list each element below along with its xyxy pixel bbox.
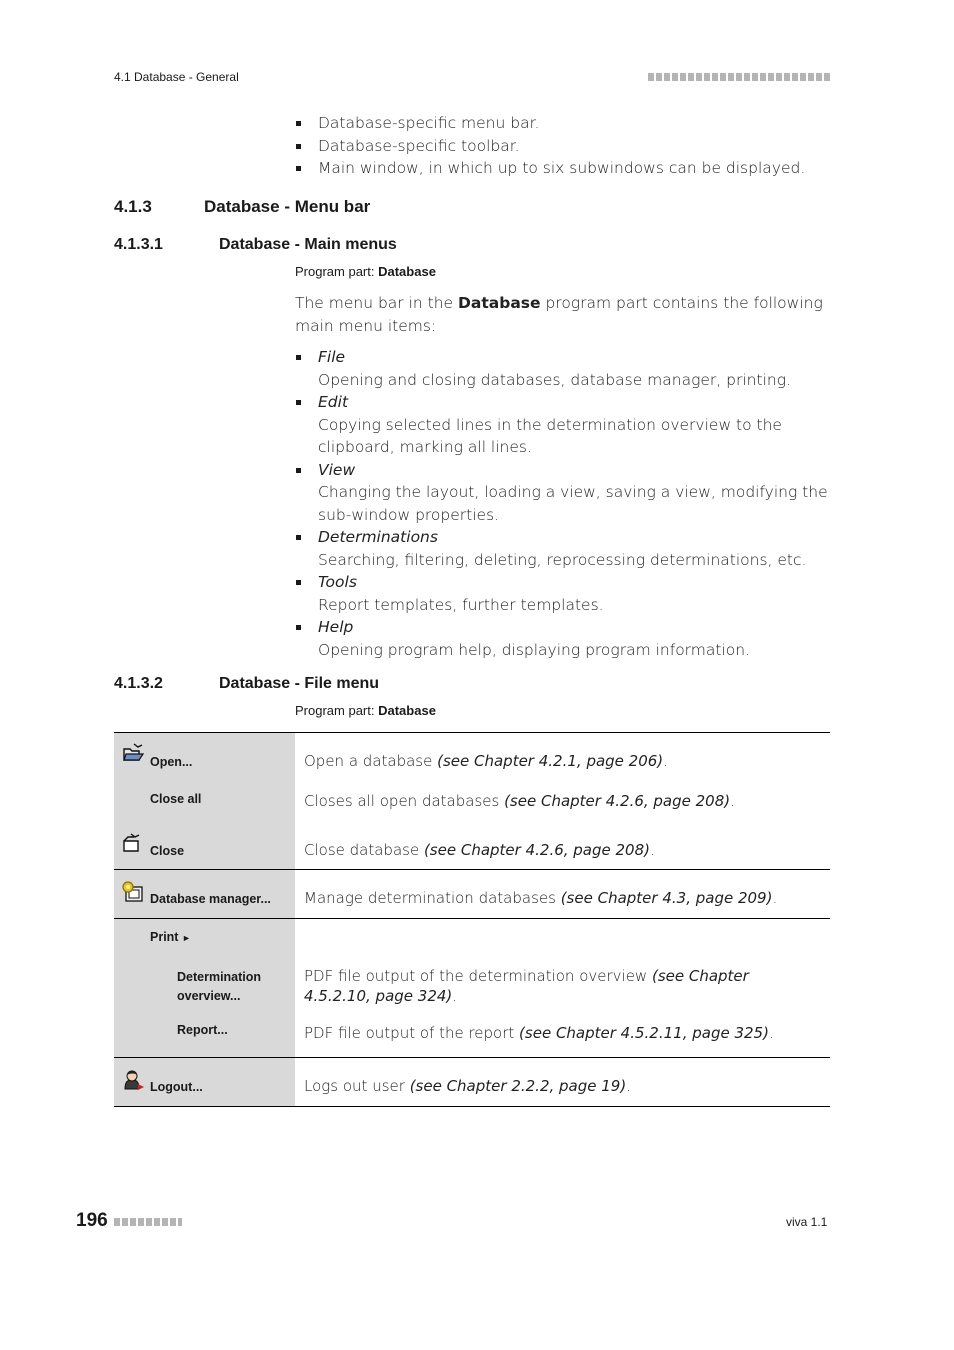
menu-item-tools xyxy=(295,571,830,616)
product-version: viva 1.1 xyxy=(786,1215,828,1229)
close-all-command[interactable]: Close all xyxy=(150,792,202,806)
main-menu-list xyxy=(295,346,830,661)
table-row xyxy=(114,782,830,822)
item-name: Tools xyxy=(318,573,357,591)
item-description: Copying selected lines in the determination overview to the clipboard, marking all lines. xyxy=(318,415,782,456)
print-label: Print xyxy=(150,930,179,944)
header-decoration xyxy=(648,73,830,81)
punctuation: . xyxy=(663,752,668,770)
program-part-value: Database xyxy=(378,264,436,279)
report-command[interactable]: Report... xyxy=(177,1023,228,1037)
item-name: Edit xyxy=(318,393,349,411)
database-manager-icon xyxy=(122,881,144,903)
description-cell xyxy=(295,1017,830,1058)
description-cell xyxy=(295,733,830,783)
chapter-reference: (see Chapter 4.3, page 209) xyxy=(560,889,773,907)
description-cell xyxy=(295,957,830,1017)
command-cell xyxy=(114,957,295,1017)
command-cell xyxy=(114,919,295,958)
description-text: Manage determination databases xyxy=(304,889,561,907)
section-title: Database - Main menus xyxy=(219,236,397,253)
description-cell xyxy=(295,1058,830,1107)
table-row xyxy=(114,1017,830,1058)
description-text: Open a database xyxy=(304,752,438,770)
intro-paragraph xyxy=(295,292,835,337)
program-part-line xyxy=(295,703,436,718)
program-part-value: Database xyxy=(378,703,436,718)
command-cell xyxy=(114,822,295,870)
table-row xyxy=(114,919,830,958)
logout-user-icon xyxy=(122,1069,146,1091)
menu-item-view xyxy=(295,459,830,527)
program-part-line xyxy=(295,264,436,279)
program-part-label: Program part: xyxy=(295,264,375,279)
table-row xyxy=(114,822,830,870)
punctuation: . xyxy=(730,792,735,810)
command-cell xyxy=(114,1058,295,1107)
chapter-reference: (see Chapter 4.5.2.11, page 325) xyxy=(519,1024,769,1042)
close-folder-icon xyxy=(122,833,142,853)
close-command[interactable]: Close xyxy=(150,844,185,858)
punctuation: . xyxy=(768,1024,774,1042)
top-bullet-list xyxy=(295,112,805,180)
chapter-reference: (see Chapter 2.2.2, page 19) xyxy=(409,1077,627,1095)
list-item: Main window, in which up to six subwindows can be displayed. xyxy=(295,157,805,180)
description-text: Logs out user xyxy=(304,1077,410,1095)
logout-command[interactable]: Logout... xyxy=(150,1080,203,1094)
intro-bold: Database xyxy=(458,294,541,312)
description-text: PDF file output of the report xyxy=(304,1024,520,1042)
description-cell xyxy=(295,870,830,919)
menu-item-file xyxy=(295,346,830,391)
determination-overview-command[interactable]: Determination overview... xyxy=(177,970,262,1003)
punctuation: . xyxy=(772,889,778,907)
description-text: Closes all open databases xyxy=(304,792,505,810)
command-cell xyxy=(114,870,295,919)
menu-item-help xyxy=(295,616,830,661)
item-name: Determinations xyxy=(318,528,438,546)
open-folder-icon xyxy=(122,743,144,763)
item-name: View xyxy=(318,460,356,479)
file-menu-table xyxy=(114,732,830,1107)
description-cell xyxy=(295,919,830,958)
command-cell xyxy=(114,733,295,783)
item-name: Help xyxy=(318,618,354,636)
item-description: Report templates, further templates. xyxy=(318,595,604,614)
section-number: 4.1.3.1 xyxy=(114,236,163,253)
table-row xyxy=(114,870,830,919)
print-command[interactable] xyxy=(150,930,191,944)
section-number: 4.1.3.2 xyxy=(114,675,163,692)
punctuation: . xyxy=(650,841,655,859)
section-title: Database - File menu xyxy=(219,675,380,692)
chapter-reference: (see Chapter 4.2.6, page 208) xyxy=(504,792,731,810)
description-text: Close database xyxy=(304,841,424,859)
description-cell xyxy=(295,822,830,870)
program-part-label: Program part: xyxy=(295,703,375,718)
punctuation: . xyxy=(452,987,458,1005)
section-heading-4-1-3 xyxy=(114,197,370,217)
command-cell xyxy=(114,782,295,822)
section-heading-4-1-3-2 xyxy=(114,675,379,693)
command-cell xyxy=(114,1017,295,1058)
footer-decoration xyxy=(114,1218,182,1226)
item-description: Changing the layout, loading a view, saving a view, modifying the sub-window properties. xyxy=(318,483,828,524)
item-description: Opening program help, displaying program information. xyxy=(318,640,751,659)
page-number: 196 xyxy=(76,1210,108,1231)
section-heading-4-1-3-1 xyxy=(114,236,397,254)
section-number: 4.1.3 xyxy=(114,197,152,216)
section-title: Database - Menu bar xyxy=(204,197,371,216)
punctuation: . xyxy=(626,1077,631,1095)
database-manager-command[interactable]: Database manager... xyxy=(150,892,271,906)
item-description: Opening and closing databases, database manager, printing. xyxy=(318,370,791,389)
list-item: Database-specific toolbar. xyxy=(295,135,805,158)
table-row xyxy=(114,957,830,1017)
list-item: Database-specific menu bar. xyxy=(295,112,805,135)
description-cell xyxy=(295,782,830,822)
chapter-reference: (see Chapter 4.5.2.10, page 324) xyxy=(304,967,749,1005)
open-command[interactable]: Open... xyxy=(150,755,193,769)
running-header: 4.1 Database - General xyxy=(114,70,239,84)
chapter-reference: (see Chapter 4.2.6, page 208) xyxy=(423,841,651,859)
table-row xyxy=(114,1058,830,1107)
menu-item-determinations xyxy=(295,526,830,571)
intro-text: program part contains the following main menu items: xyxy=(295,294,823,335)
item-description: Searching, filtering, deleting, reprocessing determinations, etc. xyxy=(318,550,807,569)
intro-text: The menu bar in the xyxy=(295,294,459,312)
menu-item-edit xyxy=(295,391,830,459)
item-name: File xyxy=(318,348,346,366)
submenu-arrow-icon: ► xyxy=(181,933,191,943)
description-text: PDF file output of the determination overview xyxy=(304,967,652,985)
table-row xyxy=(114,733,830,783)
chapter-reference: (see Chapter 4.2.1, page 206) xyxy=(437,752,664,770)
